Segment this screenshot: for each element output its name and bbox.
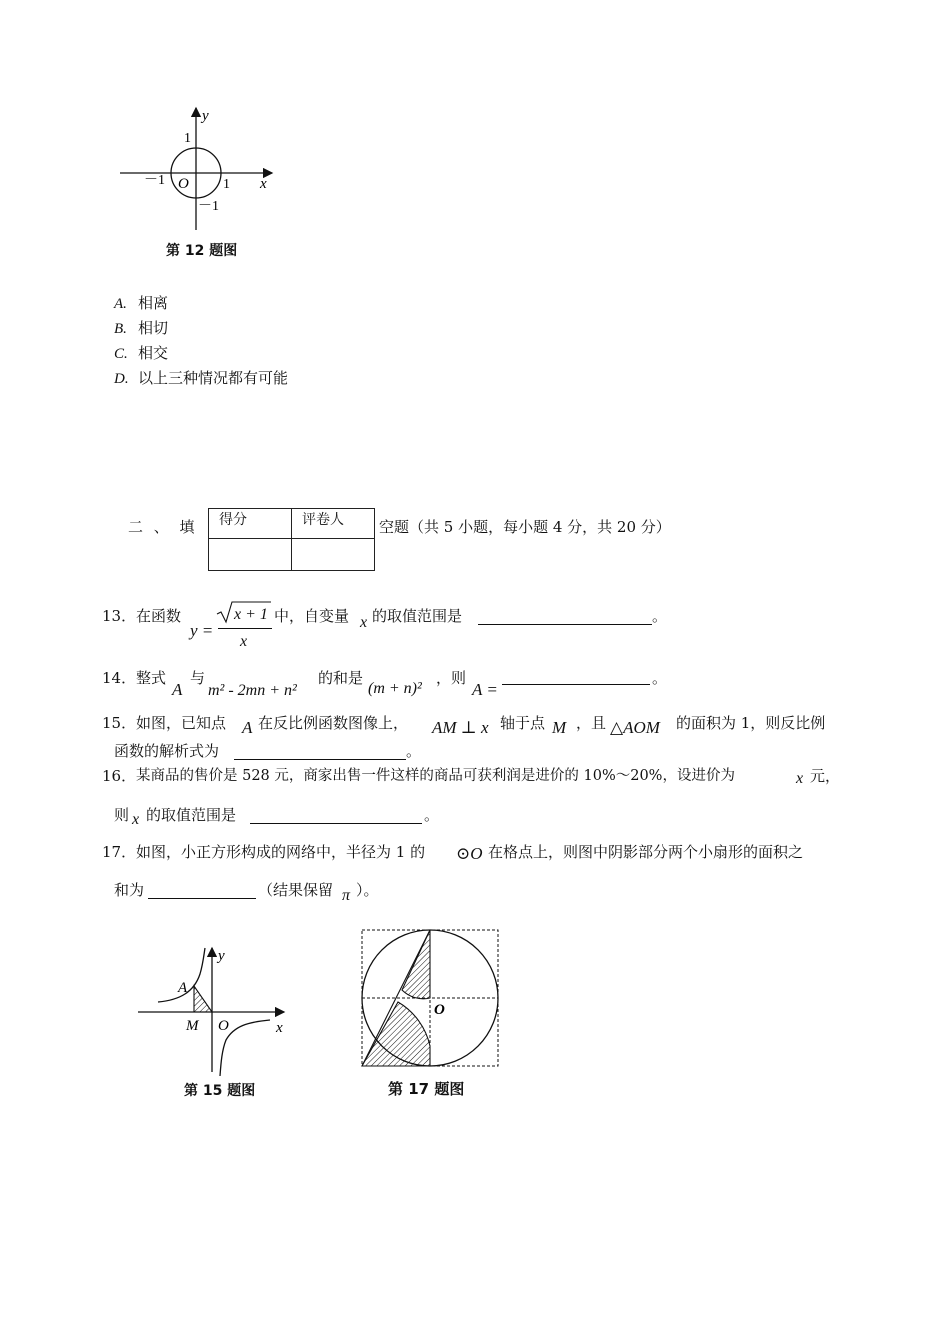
q15-end: 。 — [406, 742, 422, 760]
q14-answer-blank[interactable] — [502, 669, 650, 685]
q14-square: (m + n)² — [368, 680, 422, 697]
q14-expression: m² - 2mn + n² — [208, 682, 297, 699]
y-label: y — [202, 108, 209, 124]
q14-text-1: 整式 — [136, 669, 167, 687]
q17-answer-blank[interactable] — [148, 883, 256, 899]
q15-M: M — [552, 718, 567, 737]
option-letter: D. — [114, 371, 129, 387]
q16-line-2-a: 则 — [114, 806, 130, 824]
option-c — [114, 346, 168, 362]
score-cell — [209, 539, 292, 571]
q15-text-5: 的面积为 1，则反比例 — [676, 714, 826, 732]
center-O-label: O — [434, 1002, 445, 1018]
q16-line-2-x: x — [132, 811, 140, 828]
q17-line-2-c: ）。 — [356, 881, 379, 899]
q13-denominator: x — [240, 633, 248, 650]
q13-numerator: x + 1 — [234, 606, 268, 623]
q17-text-2: 在格点上，则图中阴影部分两个小扇形的面积之 — [488, 843, 804, 861]
option-text: 相离 — [138, 294, 169, 312]
q13-var: x — [360, 614, 368, 631]
q16-number: 16． — [102, 767, 137, 785]
q17-line-2-a: 和为 — [114, 881, 145, 899]
option-letter: B. — [114, 321, 127, 337]
q13-y-eq: y = — [190, 621, 214, 640]
q14-number: 14． — [102, 669, 137, 687]
option-a — [114, 296, 168, 312]
q15-triangle: △AOM — [610, 718, 660, 737]
figure-15 — [130, 940, 300, 1080]
q17-circle-O: ⊙O — [456, 844, 483, 863]
section-2-suffix: 空题（共 5 小题，每小题 4 分，共 20 分） — [379, 518, 671, 536]
section-2-prefix: 二 、 填 — [128, 518, 195, 536]
q16-answer-blank[interactable] — [250, 808, 422, 824]
option-d — [114, 371, 288, 387]
option-letter: A. — [114, 296, 127, 312]
q16-text-1: 某商品的售价是 528 元，商家出售一件这样的商品可获利润是进价的 10%～20%，设进价为 — [136, 768, 735, 784]
q15-text-4: ，且 — [576, 714, 607, 732]
option-text: 以上三种情况都有可能 — [138, 369, 289, 387]
figure-17-caption: 第 17 题图 — [388, 1080, 465, 1098]
option-text: 相交 — [138, 344, 169, 362]
q16-end: 。 — [424, 806, 440, 824]
grader-cell — [292, 539, 375, 571]
q13-number: 13． — [102, 607, 137, 625]
q14-A-eq: A = — [472, 680, 498, 699]
option-text: 相切 — [138, 319, 169, 337]
q16-text-2: 元， — [810, 767, 841, 785]
origin-label: O — [218, 1018, 229, 1034]
x-label: x — [260, 176, 267, 192]
q13-answer-blank[interactable] — [478, 609, 652, 625]
q15-answer-blank[interactable] — [234, 744, 406, 760]
q15-perp: AM ⊥ x — [432, 718, 489, 737]
q15-A: A — [242, 718, 253, 737]
figure-15-caption: 第 15 题图 — [184, 1083, 256, 1099]
q15-number: 15． — [102, 714, 137, 732]
origin-label: O — [178, 176, 189, 192]
q17-number: 17． — [102, 843, 137, 861]
figure-12-caption: 第 12 题图 — [166, 243, 238, 259]
tick-1-top: 1 — [184, 131, 191, 146]
point-M-label: M — [186, 1018, 199, 1034]
q14-text-3: 的和是 — [318, 669, 364, 687]
score-table — [208, 508, 375, 571]
score-header: 得分 — [209, 509, 292, 539]
q13-text-3: 的取值范围是 — [372, 607, 463, 625]
q17-line-2-b: （结果保留 — [258, 881, 334, 899]
q14-text-2: 与 — [190, 669, 206, 687]
option-letter: C. — [114, 346, 128, 362]
tick-1-right: 1 — [223, 177, 230, 192]
q15-text-3: 轴于点 — [500, 714, 546, 732]
option-b — [114, 321, 168, 337]
tick-neg1-bottom: －1 — [198, 199, 219, 214]
figure-17 — [358, 926, 502, 1070]
fraction-bar — [218, 628, 272, 629]
y-label: y — [218, 948, 225, 964]
q13-text-2: 中，自变量 — [274, 607, 350, 625]
q16-x: x — [796, 770, 804, 787]
shaded-triangle-AOM — [194, 986, 212, 1012]
q13-end: 。 — [652, 607, 668, 625]
x-label: x — [276, 1020, 283, 1036]
q13-text-1: 在函数 — [136, 607, 182, 625]
q14-text-4: ，则 — [436, 669, 467, 687]
q17-pi: π — [342, 887, 351, 904]
q15-line-2: 函数的解析式为 — [114, 742, 220, 760]
q14-end: 。 — [652, 669, 668, 687]
grader-header: 评卷人 — [292, 509, 375, 539]
q15-text-1: 如图，已知点 — [136, 714, 227, 732]
tick-neg1-left: －1 — [144, 173, 165, 188]
q15-text-2: 在反比例函数图像上， — [258, 714, 409, 732]
q14-A: A — [172, 680, 183, 699]
small-sector-upper — [402, 930, 430, 999]
point-A-label: A — [178, 980, 188, 996]
q17-text-1: 如图，小正方形构成的网络中，半径为 1 的 — [136, 843, 426, 861]
q16-line-2-b: 的取值范围是 — [146, 806, 237, 824]
